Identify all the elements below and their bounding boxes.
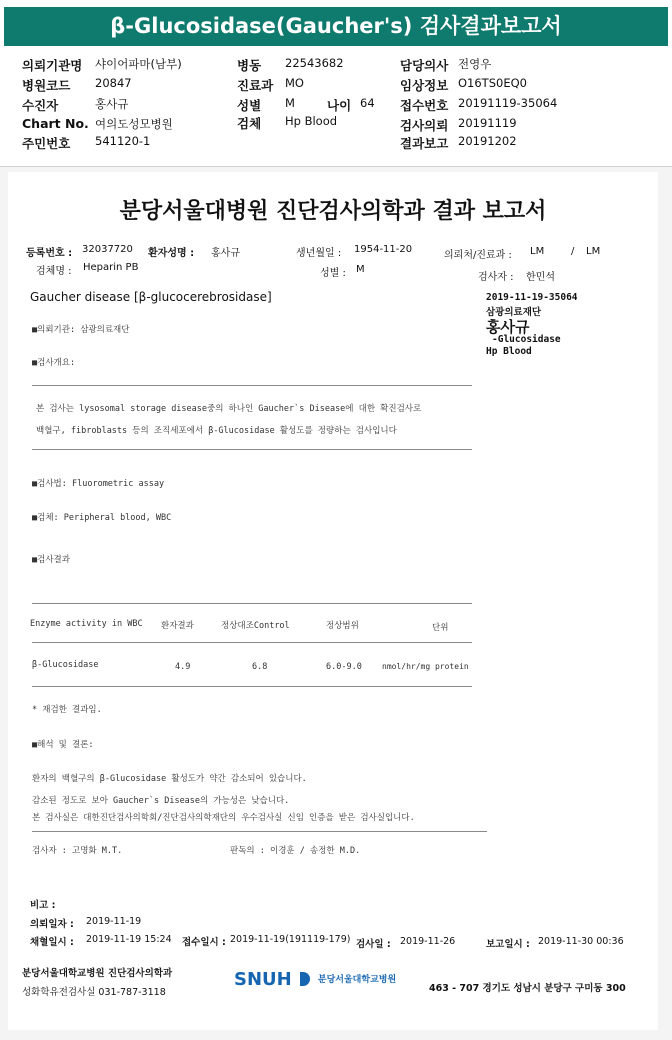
receive-label: 접수일시 : (182, 937, 226, 948)
doctor-label: 담당의사 (400, 58, 449, 73)
footer-address: 463 - 707 경기도 성남시 분당구 구미동 300 (429, 983, 626, 994)
overview-line-1: 본 검사는 lysosomal storage disease중의 하나인 Gaucher`s Disease에 대한 확진검사로 (36, 404, 422, 414)
specimen-name-label: 검체명 : (36, 266, 72, 277)
scanned-report (8, 172, 658, 1030)
department-row (237, 76, 304, 94)
clinical-label: 임상정보 (400, 78, 449, 93)
footer-org: 분당서울대학교병원 진단검사의학과 (22, 968, 173, 979)
ward-value: 22543682 (285, 56, 344, 70)
patient-name-value: 홍사규 (211, 248, 240, 259)
report-sex-label: 성별 : (320, 268, 346, 279)
request-date-label: 의뢰일자 : (30, 919, 74, 930)
doctor-row (400, 56, 492, 74)
inspector-line: 검사자 : 고명화 M.T. (32, 846, 123, 856)
table-header-enzyme: Enzyme activity in WBC (30, 619, 143, 629)
divider (32, 603, 472, 604)
reg-no-label: 등록번호 : (26, 248, 73, 259)
recipient-value: 홍사규 (95, 97, 129, 111)
report-sex-value: M (356, 264, 365, 275)
request-date-value: 2019-11-19 (86, 916, 142, 927)
interpretation-line-1: 환자의 백혈구의 β-Glucosidase 활성도가 약간 감소되어 있습니다. (32, 774, 307, 784)
test-date-label: 검사일 : (356, 939, 391, 950)
table-header-patient: 환자결과 (161, 621, 194, 631)
referring-label: 의뢰처/진료과 : (444, 250, 512, 261)
test-request-row (400, 116, 517, 134)
institution-label: 의뢰기관명 (22, 58, 83, 73)
interpretation-line-2: 감소된 정도로 보아 Gaucher`s Disease의 가능성은 낮습니다. (32, 796, 290, 806)
chart-no-value: 여의도성모병원 (95, 117, 173, 131)
age-label: 나이 (327, 98, 352, 113)
stamp-line-5: Hp Blood (486, 346, 532, 357)
report-header (0, 48, 672, 167)
table-row-control: 6.8 (252, 662, 268, 672)
test-request-value: 20191119 (458, 116, 517, 130)
table-row-unit: nmol/hr/mg protein (382, 662, 469, 671)
report-date-value: 2019-11-30 00:36 (538, 936, 624, 947)
report-main-title: 분당서울대병원 진단검사의학과 결과 보고서 (119, 199, 547, 224)
recipient-row (22, 96, 129, 114)
referring-value-2: LM (586, 246, 601, 257)
overview-heading: ■검사개요: (32, 358, 76, 368)
doctor-value: 전영우 (458, 57, 492, 71)
dob-label: 생년월일 : (296, 248, 342, 259)
logo-subtext: 분당서울대학교병원 (317, 975, 397, 985)
chart-no-label: Chart No. (22, 116, 89, 131)
collect-label: 채혈일시 : (30, 937, 74, 948)
hospital-code-label: 병원코드 (22, 78, 71, 93)
interpretation-heading: ■해석 및 결론: (32, 740, 94, 750)
stamp-line-3: 홍사규 (486, 318, 530, 336)
table-header-range: 정상범위 (326, 621, 359, 631)
institution-row (22, 56, 182, 74)
clinical-value: O16TS0EQ0 (458, 76, 527, 90)
specimen-line: ■검체: Peripheral blood, WBC (32, 513, 172, 523)
snuh-logo (234, 969, 396, 999)
age-value: 64 (360, 96, 375, 110)
divider (32, 385, 472, 386)
specimen-name-value: Heparin PB (83, 262, 139, 273)
stamp-line-4: -Glucosidase (492, 334, 561, 345)
chart-no-row (22, 116, 173, 131)
result-report-value: 20191202 (458, 134, 517, 148)
specimen-value: Hp Blood (285, 114, 338, 128)
lab-line: ■의뢰기관: 삼광의료재단 (32, 325, 130, 335)
remarks-label: 비고 : (30, 900, 56, 911)
department-value: MO (285, 76, 304, 90)
receipt-value: 20191119-35064 (458, 96, 558, 110)
resident-no-row (22, 134, 151, 152)
specimen-label: 검체 (237, 116, 262, 131)
receive-value: 2019-11-19(191119-179) (230, 934, 351, 945)
clinical-row (400, 76, 527, 94)
department-label: 진료과 (237, 78, 274, 93)
specimen-row (237, 114, 338, 132)
result-report-label: 결과보고 (400, 136, 449, 151)
recipient-label: 수진자 (22, 98, 59, 113)
divider (32, 449, 472, 450)
stamp-line-1: 2019-11-19-35064 (486, 292, 578, 303)
receipt-label: 접수번호 (400, 98, 449, 113)
test-title: Gaucher disease [β-glucocerebrosidase] (30, 290, 272, 304)
ward-row (237, 56, 344, 74)
collect-value: 2019-11-19 15:24 (86, 934, 172, 945)
divider (32, 831, 487, 832)
logo-mark-icon (300, 972, 310, 986)
tester-value: 한민석 (526, 272, 555, 283)
title-bar (0, 0, 672, 48)
method-line: ■검사법: Fluorometric assay (32, 479, 165, 489)
table-row-range: 6.0-9.0 (326, 662, 362, 672)
reader-line: 판독의 : 이경훈 / 송정한 M.D. (230, 846, 361, 856)
resident-no-label: 주민번호 (22, 136, 71, 151)
sex-age-row (237, 96, 375, 114)
table-row-patient-result: 4.9 (175, 662, 191, 672)
table-header-unit: 단위 (432, 623, 449, 633)
dob-value: 1954-11-20 (354, 244, 413, 255)
stamp-line-2: 삼광의료재단 (486, 307, 542, 318)
tester-label: 검사자 : (478, 272, 514, 283)
logo-text: SNUH (234, 969, 292, 990)
sex-value: M (285, 96, 295, 110)
table-row-enzyme: β-Glucosidase (32, 660, 99, 670)
receipt-row (400, 96, 558, 114)
retest-note: * 재검한 결과임. (32, 705, 102, 715)
overview-line-2: 백혈구, fibroblasts 등의 조직세포에서 β-Glucosidase 활성도를 정량하는 검사입니다 (36, 426, 397, 436)
table-header-control: 정상대조Control (221, 621, 290, 631)
test-date-value: 2019-11-26 (400, 936, 456, 947)
divider (32, 686, 472, 687)
test-request-label: 검사의뢰 (400, 118, 449, 133)
footer-contact: 성화학유전검사실 031-787-3118 (22, 987, 166, 998)
divider (32, 642, 472, 643)
institution-value: 샤이어파마(남부) (95, 57, 182, 71)
reg-no-value: 32037720 (82, 244, 133, 255)
referring-value-1: LM (530, 246, 545, 257)
ward-label: 병동 (237, 58, 262, 73)
hospital-code-value: 20847 (95, 76, 132, 90)
hospital-code-row (22, 76, 132, 94)
resident-no-value: 541120-1 (95, 134, 151, 148)
result-report-row (400, 134, 517, 152)
report-date-label: 보고일시 : (486, 939, 530, 950)
interpretation-line-3: 본 검사실은 대한진단검사의학회/진단검사의학재단의 우수검사실 신임 인증을 받은 검사실입니다. (32, 813, 415, 823)
referring-separator: / (571, 246, 575, 257)
results-heading: ■검사결과 (32, 555, 70, 565)
report-title: β-Glucosidase(Gaucher's) 검사결과보고서 (4, 7, 668, 46)
sex-label: 성별 (237, 98, 262, 113)
patient-name-label: 환자성명 : (148, 248, 195, 259)
